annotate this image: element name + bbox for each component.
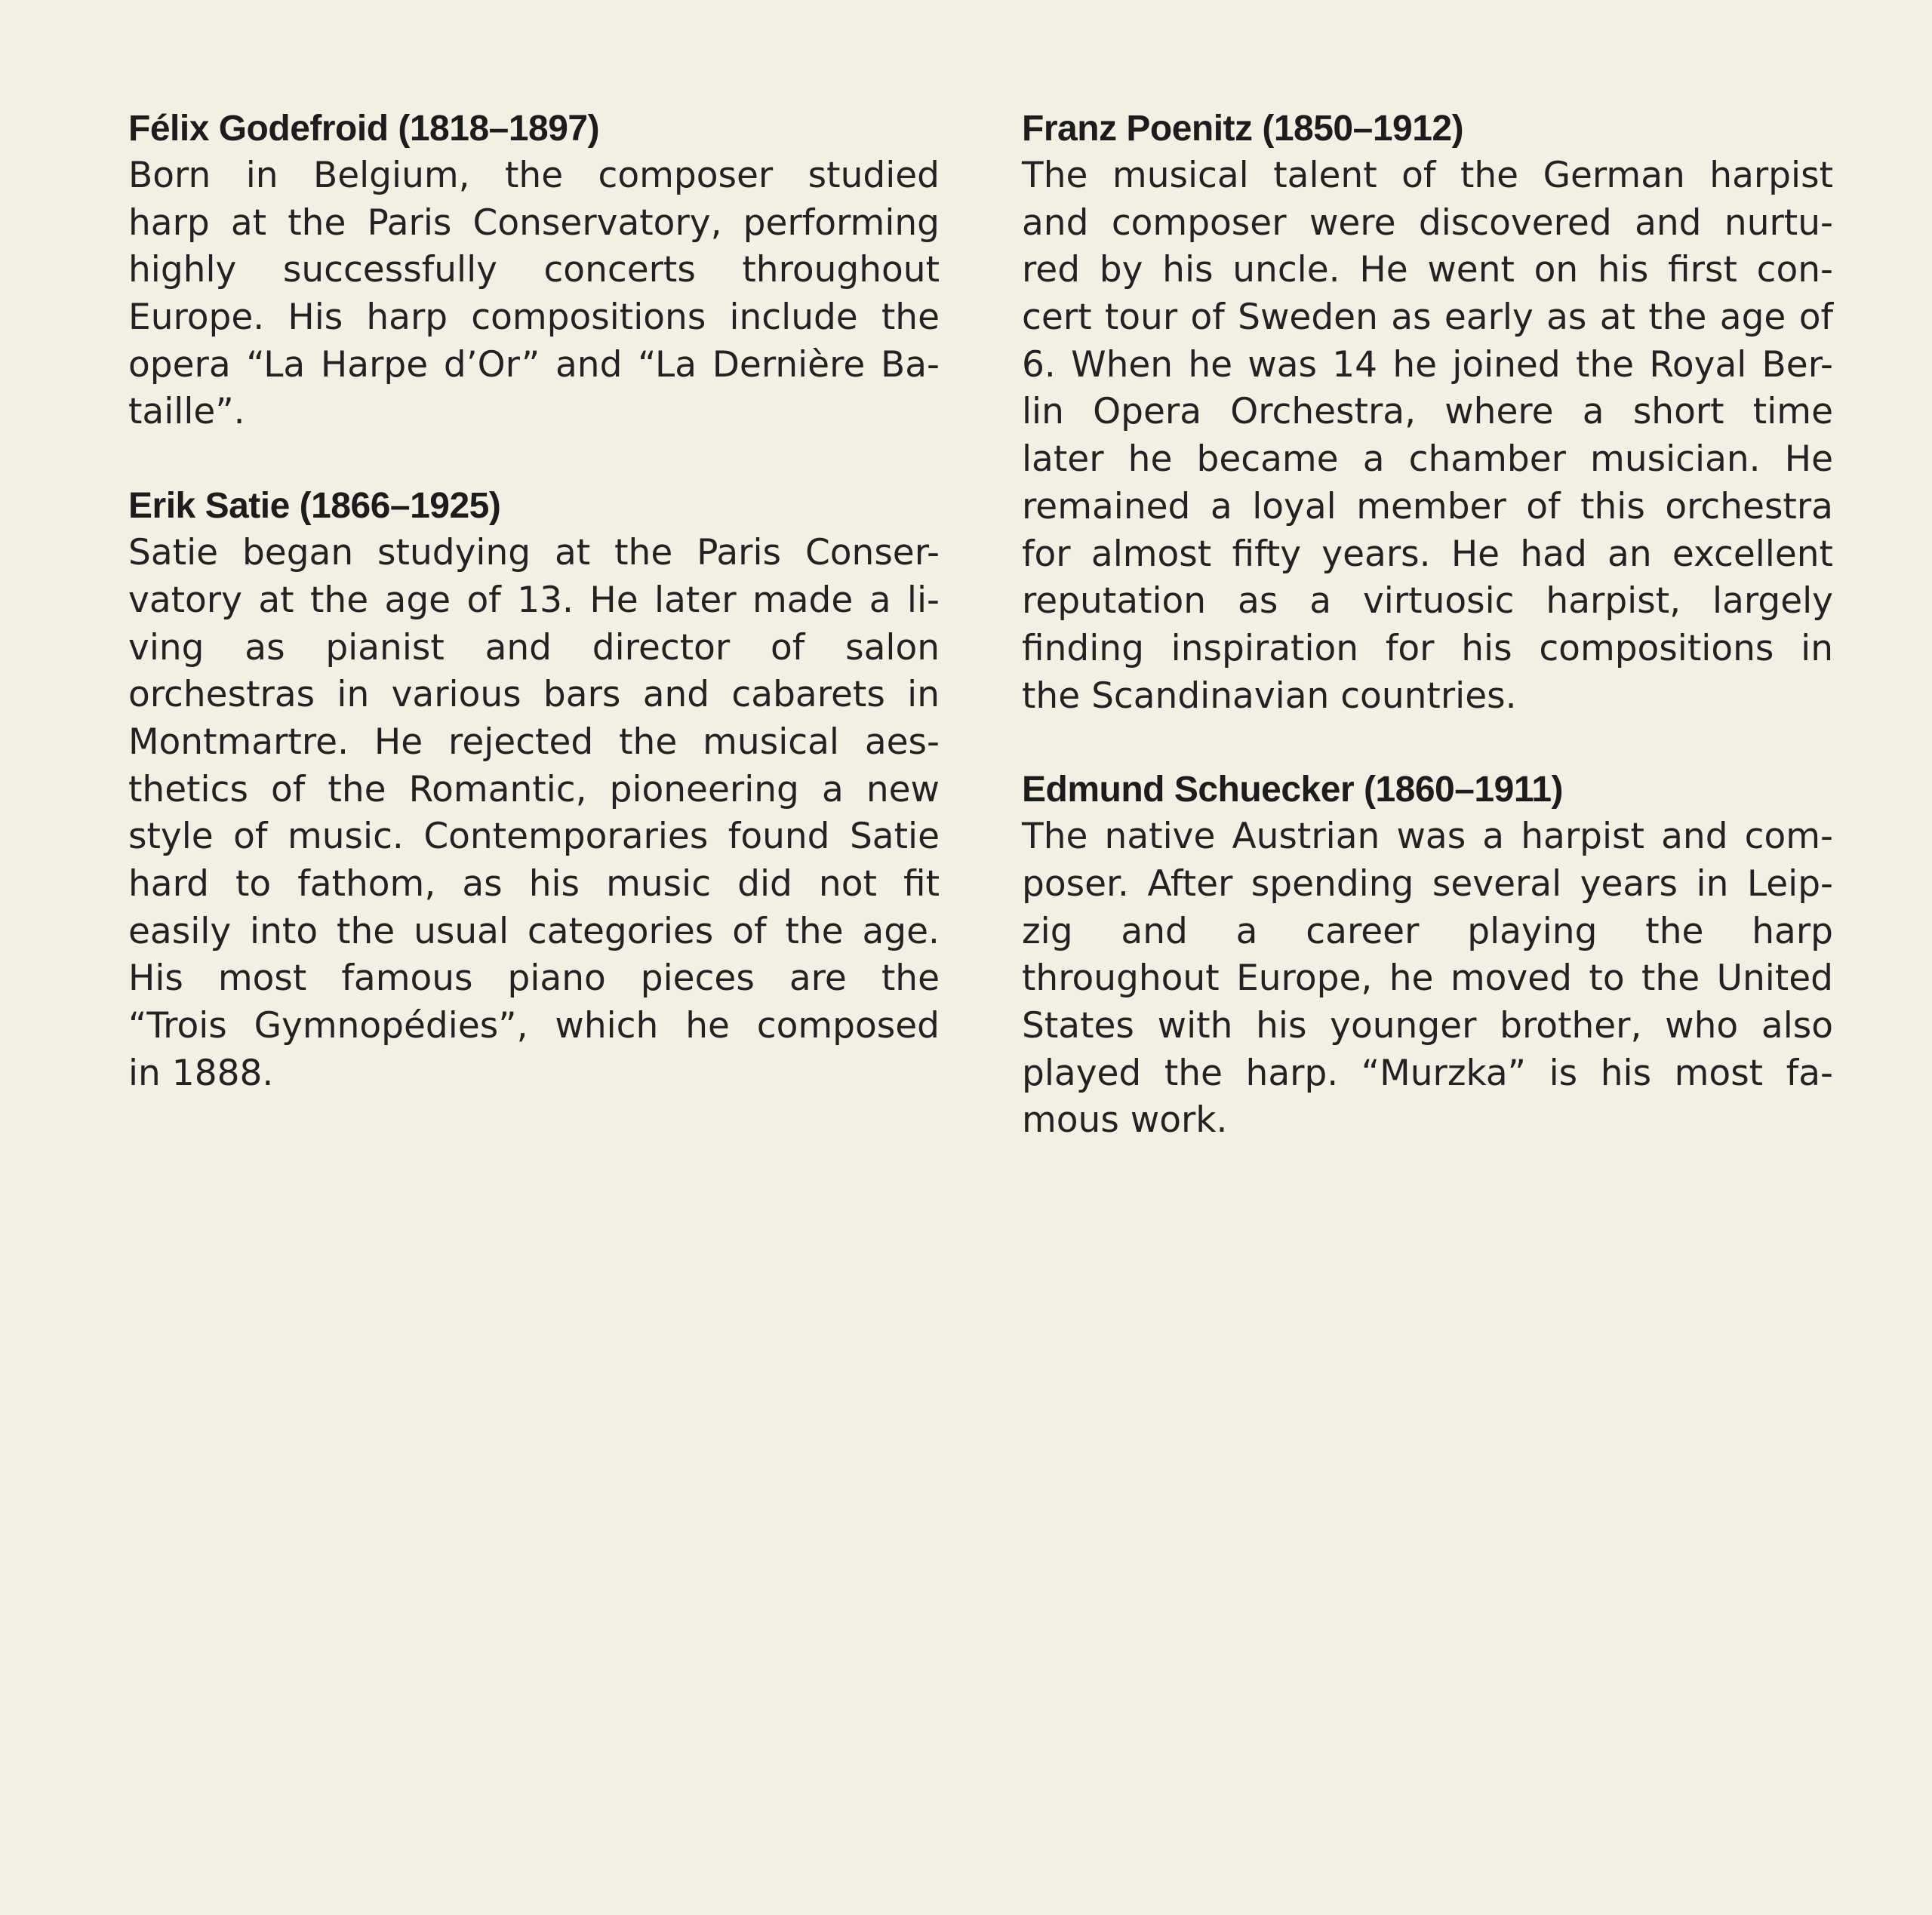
composer-heading: Erik Satie (1866–1925): [128, 486, 501, 527]
bio-line: easily into the usual categories of the age.: [128, 910, 940, 952]
bio-line: Montmartre. He rejected the musical aes-: [128, 721, 940, 763]
composer-bio: [128, 530, 940, 1097]
left-column: [128, 106, 940, 1144]
bio-line: hard to fathom, as his music did not fit: [128, 862, 940, 905]
composer-bio: [128, 152, 940, 436]
composer-heading: Edmund Schuecker (1860–1911): [1022, 770, 1564, 810]
bio-line: His most famous piano pieces are the: [128, 958, 940, 1000]
bio-line: thetics of the Romantic, pioneering a new: [128, 768, 940, 810]
bio-line: for almost fifty years. He had an excellent: [1022, 533, 1833, 575]
bio-line: later he became a chamber musician. He: [1022, 438, 1833, 481]
bio-line: States with his younger brother, who also: [1022, 1005, 1833, 1047]
bio-line: highly successfully concerts throughout: [128, 249, 940, 291]
bio-line: “Trois Gymnopédies”, which he composed: [128, 1005, 940, 1047]
composer-entry-poenitz: [1022, 106, 1833, 720]
bio-line: harp at the Paris Conservatory, performing: [128, 201, 940, 244]
bio-line: orchestras in various bars and cabarets in: [128, 674, 940, 716]
composer-entry-schuecker: [1022, 767, 1833, 1145]
right-column: [1022, 106, 1833, 1191]
bio-line: played the harp. “Murzka” is his most fa-: [1022, 1052, 1833, 1094]
bio-line: zig and a career playing the harp: [1022, 910, 1833, 952]
bio-line: Satie began studying at the Paris Conser-: [128, 532, 940, 574]
bio-line: Europe. His harp compositions include the: [128, 297, 940, 339]
bio-line: red by his uncle. He went on his first con-: [1022, 249, 1833, 291]
bio-line: in 1888.: [128, 1052, 274, 1094]
composer-bio: [1022, 152, 1833, 720]
bio-line: lin Opera Orchestra, where a short time: [1022, 391, 1833, 433]
bio-line: style of music. Contemporaries found Satie: [128, 816, 940, 858]
bio-line: Born in Belgium, the composer studied: [128, 155, 940, 196]
bio-line: poser. After spending several years in Leip-: [1022, 862, 1833, 905]
bio-line: vatory at the age of 13. He later made a li-: [128, 579, 940, 621]
composer-entry-satie: [128, 483, 940, 1097]
composer-bio: [1022, 813, 1833, 1145]
bio-line: finding inspiration for his compositions in: [1022, 627, 1833, 669]
bio-line: The native Austrian was a harpist and com-: [1022, 816, 1833, 858]
bio-line: mous work.: [1022, 1099, 1228, 1142]
bio-line: 6. When he was 14 he joined the Royal Ber-: [1022, 343, 1833, 386]
bio-line: the Scandinavian countries.: [1022, 675, 1517, 717]
bio-line: The musical talent of the German harpist: [1022, 155, 1833, 196]
bio-line: taille”.: [128, 391, 245, 433]
bio-line: ving as pianist and director of salon: [128, 626, 940, 669]
bio-line: reputation as a virtuosic harpist, largely: [1022, 580, 1833, 622]
bio-line: opera “La Harpe d’Or” and “La Dernière Ba-: [128, 343, 940, 386]
bio-line: cert tour of Sweden as early as at the age of: [1022, 297, 1833, 339]
bio-line: remained a loyal member of this orchestra: [1022, 485, 1833, 527]
bio-line: and composer were discovered and nurtu-: [1022, 201, 1833, 244]
composer-heading: Franz Poenitz (1850–1912): [1022, 109, 1464, 149]
bio-line: throughout Europe, he moved to the United: [1022, 958, 1833, 1000]
composer-entry-godefroid: [128, 106, 940, 436]
composer-heading: Félix Godefroid (1818–1897): [128, 109, 600, 149]
